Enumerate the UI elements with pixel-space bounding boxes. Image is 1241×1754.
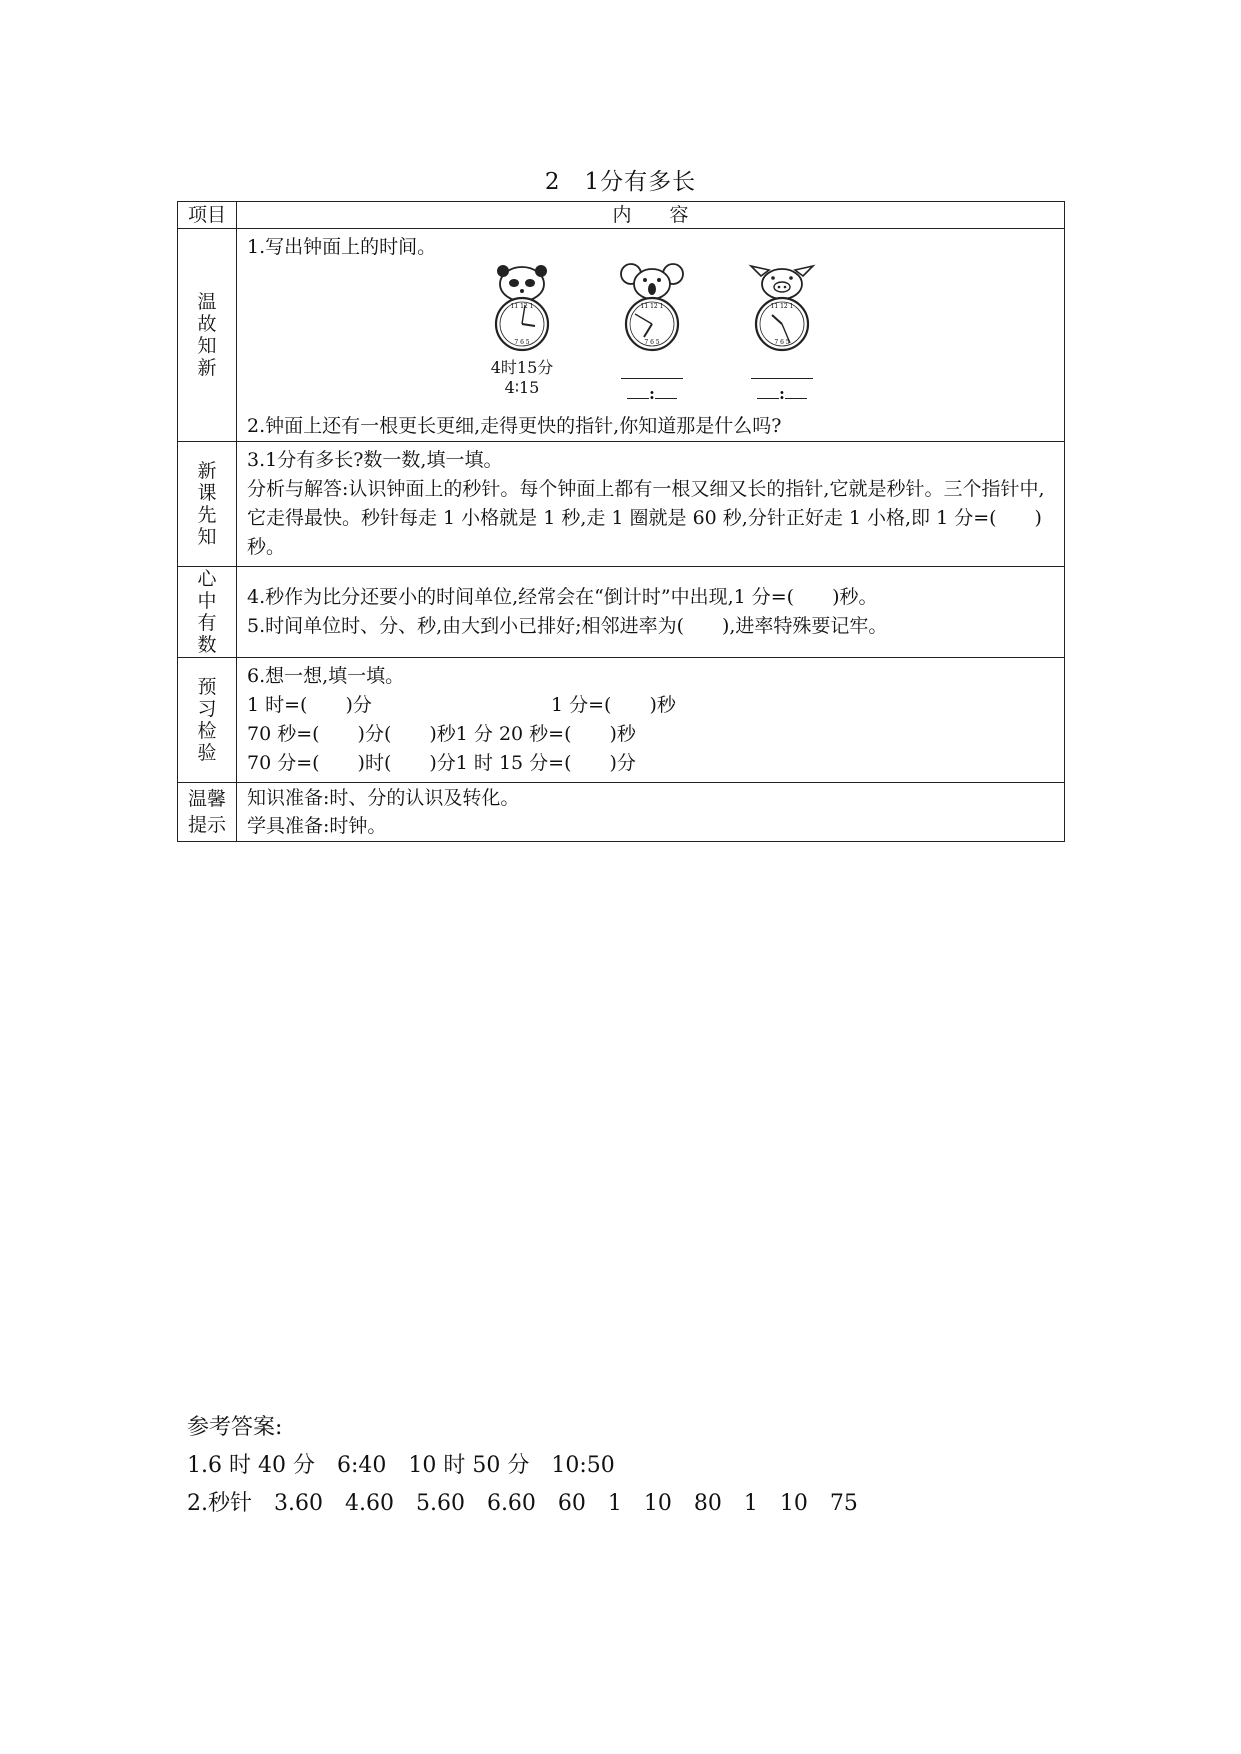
question-2: 2.钟面上还有一根更长更细,走得更快的指针,你知道那是什么吗? [247,415,782,437]
tip-tools: 学具准备:时钟。 [247,815,387,837]
panda-clock-icon [477,262,567,412]
clock-row [247,262,1054,412]
question-5: 5.时间单位时、分、秒,由大到小已排好;相邻进率为( ),进率特殊要记牢。 [247,615,888,637]
fill-1m20s: 1 分 20 秒=( )秒 [455,723,636,745]
label-review: 温故知新 [178,229,237,442]
svg-text:11 12 1: 11 12 1 [770,303,794,310]
clock-3-hour-blank[interactable] [757,384,779,399]
label-new: 新课先知 [178,442,237,567]
header-item: 项目 [178,202,237,229]
clock-1-caption: 4时15分 [490,358,554,377]
clock-3-answer-blank[interactable] [751,364,813,379]
clock-1-digital: 4∶15 [504,378,540,397]
question-1: 1.写出钟面上的时间。 [247,236,437,258]
pig-clock-icon: 11 12 1 7 6 5 : [737,262,827,412]
page-title: 2 1分有多长 [544,169,697,195]
question-3: 3.1分有多长?数一数,填一填。 [247,449,503,471]
clock-2-answer-blank[interactable] [621,364,683,379]
svg-text:11 12 1: 11 12 1 [640,303,664,310]
fill-70-seconds: 70 秒=( )分( )秒 [247,723,456,745]
label-tips: 温馨提示 [178,783,237,842]
clock-2-minute-blank[interactable] [655,384,677,399]
worksheet-table [177,201,1065,842]
question-6: 6.想一想,填一填。 [247,665,405,687]
answers-line-2: 2.秒针 3.60 4.60 5.60 6.60 60 1 10 80 1 10 75 [187,1491,858,1516]
svg-text:7 6 5: 7 6 5 [514,339,530,346]
question-4: 4.秒作为比分还要小的时间单位,经常会在“倒计时”中出现,1 分=( )秒。 [247,586,878,608]
fill-1h15m: 1 时 15 分=( )分 [455,752,636,774]
fill-1-minute: 1 分=( )秒 [551,694,676,716]
svg-text:11 12 1: 11 12 1 [510,303,534,310]
svg-text:7 6 5: 7 6 5 [644,339,660,346]
svg-text:7 6 5: 7 6 5 [774,339,790,346]
answers-heading: 参考答案: [187,1415,283,1440]
clock-3-minute-blank[interactable] [785,384,807,399]
fill-1-hour: 1 时=( )分 [247,694,372,716]
fill-70-minutes: 70 分=( )时( )分 [247,752,456,774]
header-content: 内 容 [237,202,1065,229]
label-mind: 心中有数 [178,567,237,658]
clock-2-hour-blank[interactable] [627,384,649,399]
tip-knowledge: 知识准备:时、分的认识及转化。 [247,787,520,809]
analysis-text: 分析与解答:认识钟面上的秒针。每个钟面上都有一根又细又长的指针,它就是秒针。三个指针中,它走得最快。秒针每走 1 小格就是 1 秒,走 1 圈就是 60 秒,分针正好走 1 小格,即 1 分=( )秒。 [247,478,1045,558]
label-check: 预习检验 [178,658,237,783]
koala-clock-icon: 11 12 1 7 6 5 : [607,262,697,412]
answers-line-1: 1.6 时 40 分 6:40 10 时 50 分 10:50 [187,1453,615,1478]
